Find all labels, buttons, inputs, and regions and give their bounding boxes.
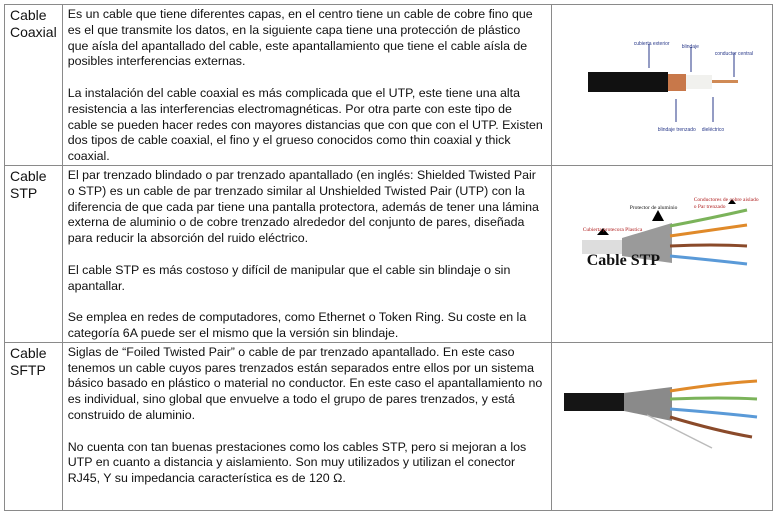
stp-cable-image (551, 165, 772, 342)
image-label: dieléctrico (701, 127, 725, 133)
image-label: Conductores de cobre aislado o Par trenzado (693, 196, 759, 210)
sftp-cable-image (551, 342, 772, 510)
image-label: Cubierta protecora Plastica (582, 226, 643, 233)
cable-types-table (4, 4, 773, 511)
cable-name: Cable STP (5, 165, 63, 342)
coaxial-cable-image (551, 5, 772, 166)
image-label: Protector de aluminio (629, 204, 678, 211)
cable-description: Siglas de “Foiled Twisted Pair” o cable de par trenzado apantallado. En este caso tenemos un cable cuyos pares trenzados están separados entre ellos por un sistema básico basado en plástico o material no conductor. En este caso el apantallamiento no es individual, sino global que envuelve a todo el grupo de pares trenzados, y está construido de aluminio. No cuenta con tan buenas prestaciones como los cables STP, pero si mejoran a los UTP en cuanto a distancia y aislamiento. Son muy utilizados y utilizan el conector RJ45, Y su impedancia característica es de 120 Ω. (62, 342, 551, 510)
sftp-cable-illustration (552, 373, 772, 473)
cable-description: Es un cable que tiene diferentes capas, en el centro tiene un cable de cobre fino que es el que transmite los datos, en la siguiente capa tiene una protección de plástico que aísla del apantallado del cable, este apantallamiento que tiene el cable aísla de posibles interferencias externas. La instalación del cable coaxial es más complicada que el UTP, este tiene una alta resistencia a las interferencias electromagnéticas. Por otra parte con este tipo de cable se pueden hacer redes con mayores distancias que con que con el UTP. Existen dos tipos de cable coaxial, el fino y el grueso conocidos como thin coaxial y thick coaxial. (62, 5, 551, 166)
cable-name: Cable Coaxial (5, 5, 63, 166)
cable-description: El par trenzado blindado o par trenzado apantallado (en inglés: Shielded Twisted Pair o STP) es un cable de par trenzado similar al Unshielded Twisted Pair (UTP) con la diferencia de que cada par tiene una pantalla protectora, además de tener una lámina externa de aluminio o de cobre trenzado alrededor del conjunto de pares, diseñada para reducir la absorción del ruido eléctrico. El cable STP es más costoso y difícil de manipular que el cable sin blindaje o sin apantallar. Se emplea en redes de computadores, como Ethernet o Token Ring. Su coste en la categoría 6A puede ser el mismo que la versión sin blindaje. (62, 165, 551, 342)
image-label: Cable STP (586, 251, 661, 269)
image-label: cubierta exterior (633, 41, 670, 47)
table-row (5, 342, 773, 510)
cable-name: Cable SFTP (5, 342, 63, 510)
image-label: blindaje trenzado (657, 127, 696, 133)
table-row (5, 5, 773, 166)
image-label: conductor central (714, 51, 754, 57)
table-row (5, 165, 773, 342)
image-label: blindaje (681, 44, 699, 50)
